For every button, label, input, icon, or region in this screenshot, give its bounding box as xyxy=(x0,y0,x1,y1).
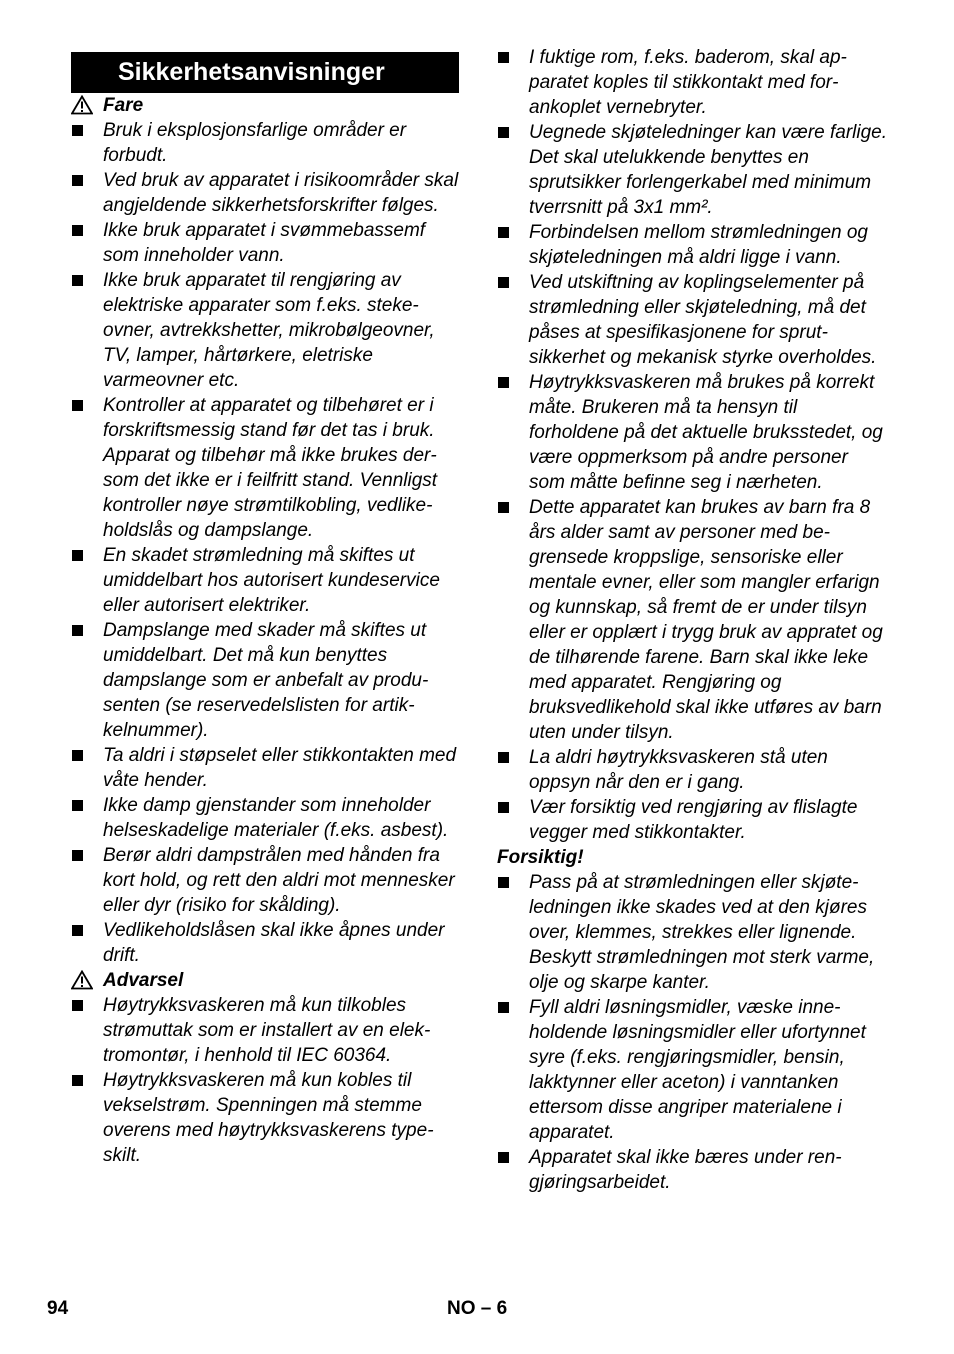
list-item: Vedlikeholdslåsen skal ikke åpnes under drift. xyxy=(71,918,459,968)
bullet-square-icon xyxy=(72,800,83,811)
section-page-label: NO – 6 xyxy=(447,1298,508,1319)
list-item: Høytrykksvaskeren må kun kobles til vekselstrøm. Spenningen må stemme overens med høytrykksvaskerens typeskilt. xyxy=(71,1068,459,1168)
warning-triangle-icon xyxy=(71,95,93,115)
list-item: Ta aldri i støpselet eller stikkontakten med våte hender. xyxy=(71,743,459,793)
page-number: 94 xyxy=(47,1298,69,1319)
bullet-square-icon xyxy=(72,850,83,861)
list-item: Ikke bruk apparatet til rengjøring av elektriske apparater som f.eks. stekeovner, avtrekkshetter, mikrobølgeovner, TV, lamper, hårtørkere, eletriske varmeovner etc. xyxy=(71,268,459,393)
bullet-square-icon xyxy=(498,502,509,513)
bullet-square-icon xyxy=(72,175,83,186)
bullet-square-icon xyxy=(72,550,83,561)
bullet-square-icon xyxy=(498,277,509,288)
list-item: Ikke damp gjenstander som inneholder helseskadelige materialer (f.eks. asbest). xyxy=(71,793,459,843)
bullet-square-icon xyxy=(72,275,83,286)
bullet-square-icon xyxy=(72,925,83,936)
advarsel-list xyxy=(71,993,459,1168)
list-item: Fyll aldri løsningsmidler, væske inneholdende løsningsmidler eller ufortynnet syre (f.eks. rengjøringsmidler, bensin, lakktynner eller aceton) i vanntanken ettersom disse angriper materialene i apparatet. xyxy=(497,995,889,1145)
forsiktig-list xyxy=(497,870,889,1195)
list-item: Apparatet skal ikke bæres under rengjøringsarbeidet. xyxy=(497,1145,889,1195)
bullet-square-icon xyxy=(498,752,509,763)
fare-list xyxy=(71,118,459,968)
bullet-square-icon xyxy=(498,1002,509,1013)
list-item: Ikke bruk apparatet i svømmebassemf som inneholder vann. xyxy=(71,218,459,268)
list-item: Ved utskiftning av koplingselementer på strømledning eller skjøteledning, må det påses at spesifikasjonene for sprutsikkerhet og mekanisk styrke overholdes. xyxy=(497,270,889,370)
right-list xyxy=(497,45,889,845)
bullet-square-icon xyxy=(72,625,83,636)
bullet-square-icon xyxy=(498,1152,509,1163)
fare-heading-label: Fare xyxy=(103,95,144,116)
list-item: Bruk i eksplosjonsfarlige områder er forbudt. xyxy=(71,118,459,168)
bullet-square-icon xyxy=(72,125,83,136)
list-item: Berør aldri dampstrålen med hånden fra kort hold, og rett den aldri mot mennesker eller dyr (risiko for skålding). xyxy=(71,843,459,918)
list-item: Ved bruk av apparatet i risikoområder skal angjeldende sikkerhetsforskrifter følges. xyxy=(71,168,459,218)
bullet-square-icon xyxy=(498,227,509,238)
list-item: Uegnede skjøteledninger kan være farlige. Det skal utelukkende benyttes en sprutsikker forlengerkabel med minimum tverrsnitt på 3x1 mm². xyxy=(497,120,889,220)
list-item: Kontroller at apparatet og tilbehøret er i forskriftsmessig stand før det tas i bruk. Apparat og tilbehør må ikke brukes dersom det ikke er i feilfritt stand. Vennligst kontroller nøye strømtilkobling, vedlikeholdslås og dampslange. xyxy=(71,393,459,543)
bullet-square-icon xyxy=(72,1075,83,1086)
advarsel-heading xyxy=(71,968,459,993)
bullet-square-icon xyxy=(498,127,509,138)
bullet-square-icon xyxy=(72,750,83,761)
left-column xyxy=(71,45,459,1168)
forsiktig-heading: Forsiktig! xyxy=(497,847,584,868)
right-column xyxy=(497,45,889,1195)
list-item: Høytrykksvaskeren må brukes på korrekt måte. Brukeren må ta hensyn til forholdene på det aktuelle bruksstedet, og være oppmerksom på andre personer som måtte befinne seg i nærheten. xyxy=(497,370,889,495)
section-title: Sikkerhetsanvisninger xyxy=(71,52,459,93)
bullet-square-icon xyxy=(72,400,83,411)
bullet-square-icon xyxy=(498,52,509,63)
list-item: Høytrykksvaskeren må kun tilkobles strømuttak som er installert av en elektromontør, i henhold til IEC 60364. xyxy=(71,993,459,1068)
advarsel-heading-label: Advarsel xyxy=(103,970,184,991)
list-item: La aldri høytrykksvaskeren stå uten oppsyn når den er i gang. xyxy=(497,745,889,795)
list-item: Pass på at strømledningen eller skjøteledningen ikke skades ved at den kjøres over, klemmes, strekkes eller lignende. Beskytt strømledningen mot sterk varme, olje og skarpe kanter. xyxy=(497,870,889,995)
list-item: Vær forsiktig ved rengjøring av flislagte vegger med stikkontakter. xyxy=(497,795,889,845)
fare-heading xyxy=(71,93,459,118)
list-item: Forbindelsen mellom strømledningen og skjøteledningen må aldri ligge i vann. xyxy=(497,220,889,270)
bullet-square-icon xyxy=(72,225,83,236)
bullet-square-icon xyxy=(72,1000,83,1011)
list-item: En skadet strømledning må skiftes ut umiddelbart hos autorisert kundeservice eller autorisert elektriker. xyxy=(71,543,459,618)
bullet-square-icon xyxy=(498,802,509,813)
list-item: I fuktige rom, f.eks. baderom, skal apparatet koples til stikkontakt med forankoplet vernebryter. xyxy=(497,45,889,120)
warning-triangle-icon xyxy=(71,970,93,990)
bullet-square-icon xyxy=(498,877,509,888)
list-item: Dampslange med skader må skiftes ut umiddelbart. Det må kun benyttes dampslange som er anbefalt av produsenten (se reservedelslisten for artikkelnummer). xyxy=(71,618,459,743)
list-item: Dette apparatet kan brukes av barn fra 8 års alder samt av personer med begrensede kroppslige, sensoriske eller mentale evner, eller som mangler erfarign og kunnskap, så fremt de er under tilsyn eller er opplært i trygg bruk av appratet og de tilhørende farene. Barn skal ikke leke med apparatet. Rengjøring og bruksvedlikehold skal ikke utføres av barn uten under tilsyn. xyxy=(497,495,889,745)
bullet-square-icon xyxy=(498,377,509,388)
